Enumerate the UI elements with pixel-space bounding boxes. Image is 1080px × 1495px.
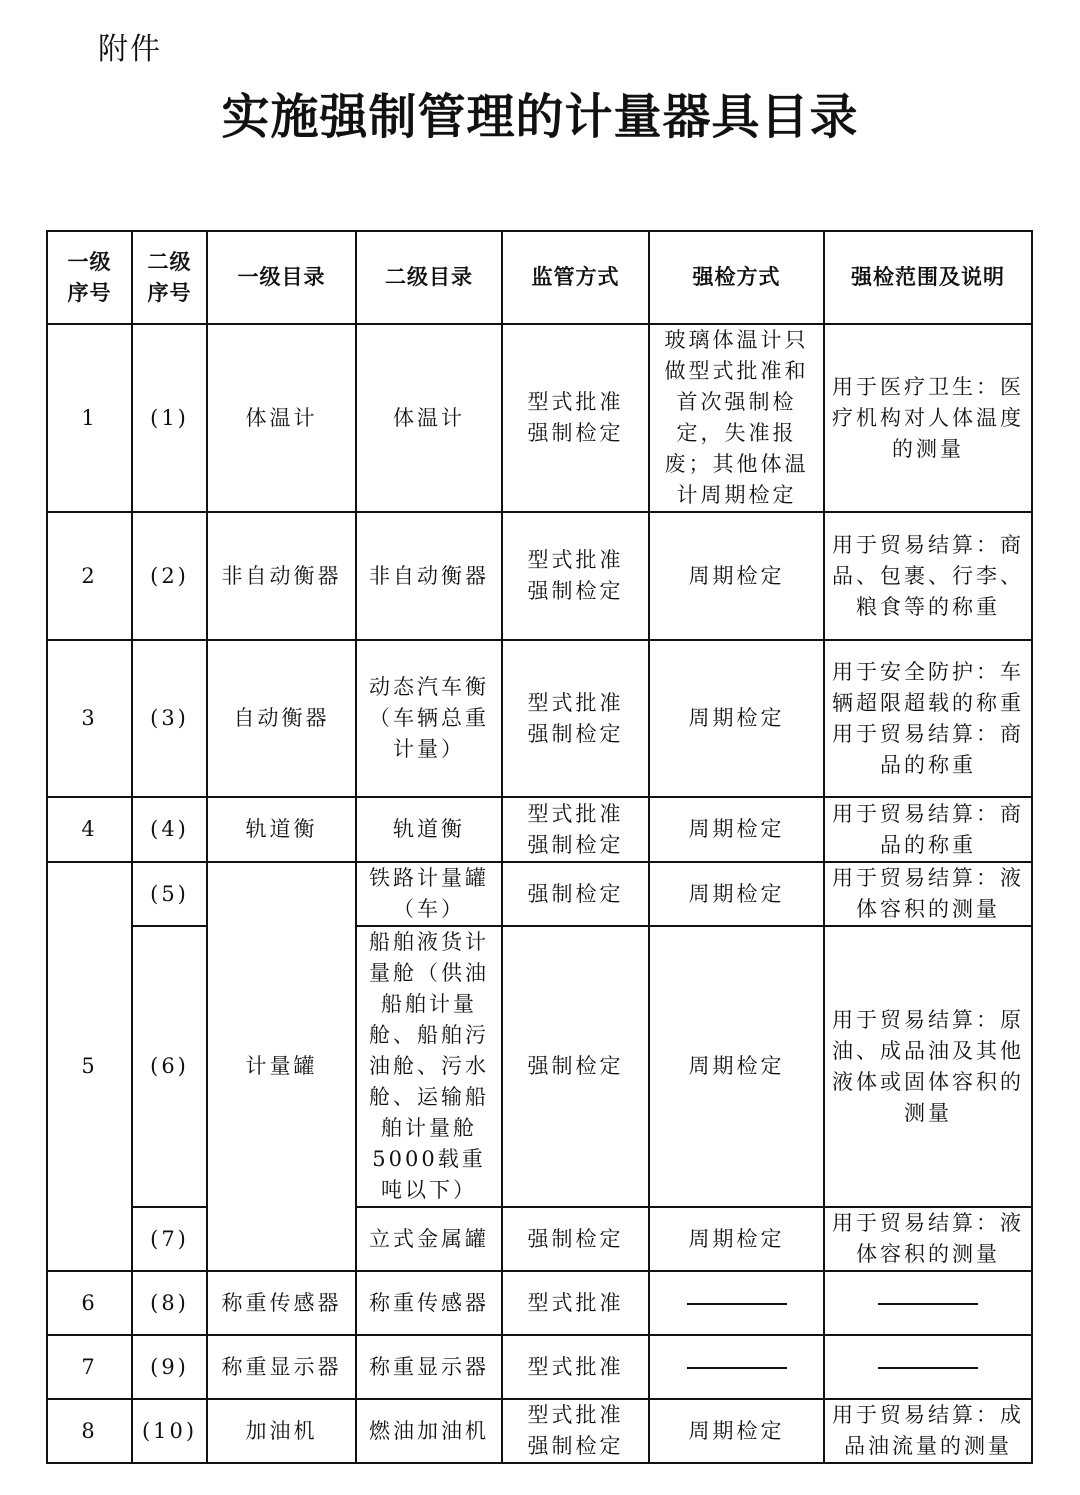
col-header-l2-cat: 二级目录 [356, 231, 502, 324]
catalog-table [46, 230, 1033, 1464]
l1-cat-cell: 自动衡器 [207, 640, 356, 797]
l2-no-cell: (4) [132, 797, 207, 862]
l2-no-cell: (2) [132, 512, 207, 640]
l2-cat-cell: 动态汽车衡（车辆总重计量） [356, 640, 502, 797]
inspection-cell [649, 1271, 824, 1335]
supervision-cell: 型式批准 [502, 1335, 649, 1399]
scope-line: 用于贸易结算：商品的称重 [832, 721, 1024, 777]
scope-cell: 用于贸易结算：原油、成品油及其他液体或固体容积的测量 [824, 926, 1032, 1207]
scope-cell: 用于医疗卫生：医疗机构对人体温度的测量 [824, 324, 1032, 512]
col-header-inspection: 强检方式 [649, 231, 824, 324]
inspection-cell: 周期检定 [649, 862, 824, 926]
inspection-cell: 周期检定 [649, 926, 824, 1207]
supervision-cell: 强制检定 [502, 1207, 649, 1271]
l2-no-cell: (6) [132, 926, 207, 1207]
supervision-cell: 强制检定 [502, 926, 649, 1207]
l2-no-cell: (8) [132, 1271, 207, 1335]
dash-line [878, 1367, 978, 1369]
l1-cat-cell: 称重传感器 [207, 1271, 356, 1335]
l2-cat-cell: 体温计 [356, 324, 502, 512]
dash-line [687, 1367, 787, 1369]
table-row [47, 1399, 1032, 1463]
inspection-cell: 周期检定 [649, 797, 824, 862]
l2-no-cell: (10) [132, 1399, 207, 1463]
supervision-cell: 型式批准强制检定 [502, 1399, 649, 1463]
l1-no-cell: 8 [47, 1399, 132, 1463]
col-header-l1-cat: 一级目录 [207, 231, 356, 324]
table-row [47, 324, 1032, 512]
scope-cell: 用于贸易结算：液体容积的测量 [824, 1207, 1032, 1271]
scope-cell [824, 1271, 1032, 1335]
scope-cell: 用于贸易结算：液体容积的测量 [824, 862, 1032, 926]
inspection-cell: 周期检定 [649, 1399, 824, 1463]
l1-no-cell: 6 [47, 1271, 132, 1335]
l1-no-cell: 7 [47, 1335, 132, 1399]
inspection-cell: 玻璃体温计只做型式批准和首次强制检定，失准报废；其他体温计周期检定 [649, 324, 824, 512]
inspection-cell: 周期检定 [649, 512, 824, 640]
l1-no-cell: 4 [47, 797, 132, 862]
table-row [47, 862, 1032, 926]
header-row [47, 231, 1032, 324]
l2-cat-cell: 燃油加油机 [356, 1399, 502, 1463]
l1-cat-cell: 非自动衡器 [207, 512, 356, 640]
scope-cell [824, 640, 1032, 797]
l2-cat-cell: 铁路计量罐（车） [356, 862, 502, 926]
l2-no-cell: (9) [132, 1335, 207, 1399]
table-row [47, 926, 1032, 1207]
table-row [47, 797, 1032, 862]
page-title: 实施强制管理的计量器具目录 [221, 89, 859, 145]
l2-no-cell: (7) [132, 1207, 207, 1271]
l2-no-cell: (1) [132, 324, 207, 512]
scope-cell: 用于贸易结算：成品油流量的测量 [824, 1399, 1032, 1463]
col-header-scope: 强检范围及说明 [824, 231, 1032, 324]
l2-no-cell: (5) [132, 862, 207, 926]
l2-cat-cell: 称重显示器 [356, 1335, 502, 1399]
scope-cell: 用于贸易结算：商品、包裹、行李、粮食等的称重 [824, 512, 1032, 640]
l1-no-cell: 3 [47, 640, 132, 797]
l1-cat-cell: 轨道衡 [207, 797, 356, 862]
supervision-cell: 型式批准强制检定 [502, 797, 649, 862]
table-row [47, 1271, 1032, 1335]
l2-cat-cell: 非自动衡器 [356, 512, 502, 640]
col-header-l1-no: 一级序号 [47, 231, 132, 324]
scope-cell: 用于贸易结算：商品的称重 [824, 797, 1032, 862]
l1-cat-cell: 加油机 [207, 1399, 356, 1463]
l2-cat-cell: 船舶液货计量舱（供油船舶计量舱、船舶污油舱、污水舱、运输船舶计量舱5000载重吨以下） [356, 926, 502, 1207]
table-row [47, 1207, 1032, 1271]
table-row [47, 1335, 1032, 1399]
supervision-cell: 型式批准 [502, 1271, 649, 1335]
l1-no-cell: 1 [47, 324, 132, 512]
l2-no-cell: (3) [132, 640, 207, 797]
supervision-cell: 强制检定 [502, 862, 649, 926]
table-row [47, 512, 1032, 640]
dash-line [687, 1303, 787, 1305]
l1-cat-cell: 体温计 [207, 324, 356, 512]
scope-cell [824, 1335, 1032, 1399]
inspection-cell [649, 1335, 824, 1399]
supervision-cell: 型式批准强制检定 [502, 324, 649, 512]
col-header-supervision: 监管方式 [502, 231, 649, 324]
l1-cat-cell: 计量罐 [207, 862, 356, 1271]
table-row [47, 640, 1032, 797]
l2-cat-cell: 称重传感器 [356, 1271, 502, 1335]
supervision-cell: 型式批准强制检定 [502, 512, 649, 640]
l2-cat-cell: 立式金属罐 [356, 1207, 502, 1271]
scope-line: 用于安全防护：车辆超限超载的称重 [832, 659, 1024, 715]
col-header-l2-no: 二级序号 [132, 231, 207, 324]
dash-line [878, 1303, 978, 1305]
l2-cat-cell: 轨道衡 [356, 797, 502, 862]
l1-no-cell: 5 [47, 862, 132, 1271]
inspection-cell: 周期检定 [649, 640, 824, 797]
inspection-cell: 周期检定 [649, 1207, 824, 1271]
l1-cat-cell: 称重显示器 [207, 1335, 356, 1399]
supervision-cell: 型式批准强制检定 [502, 640, 649, 797]
l1-no-cell: 2 [47, 512, 132, 640]
attachment-label: 附件 [98, 32, 162, 67]
